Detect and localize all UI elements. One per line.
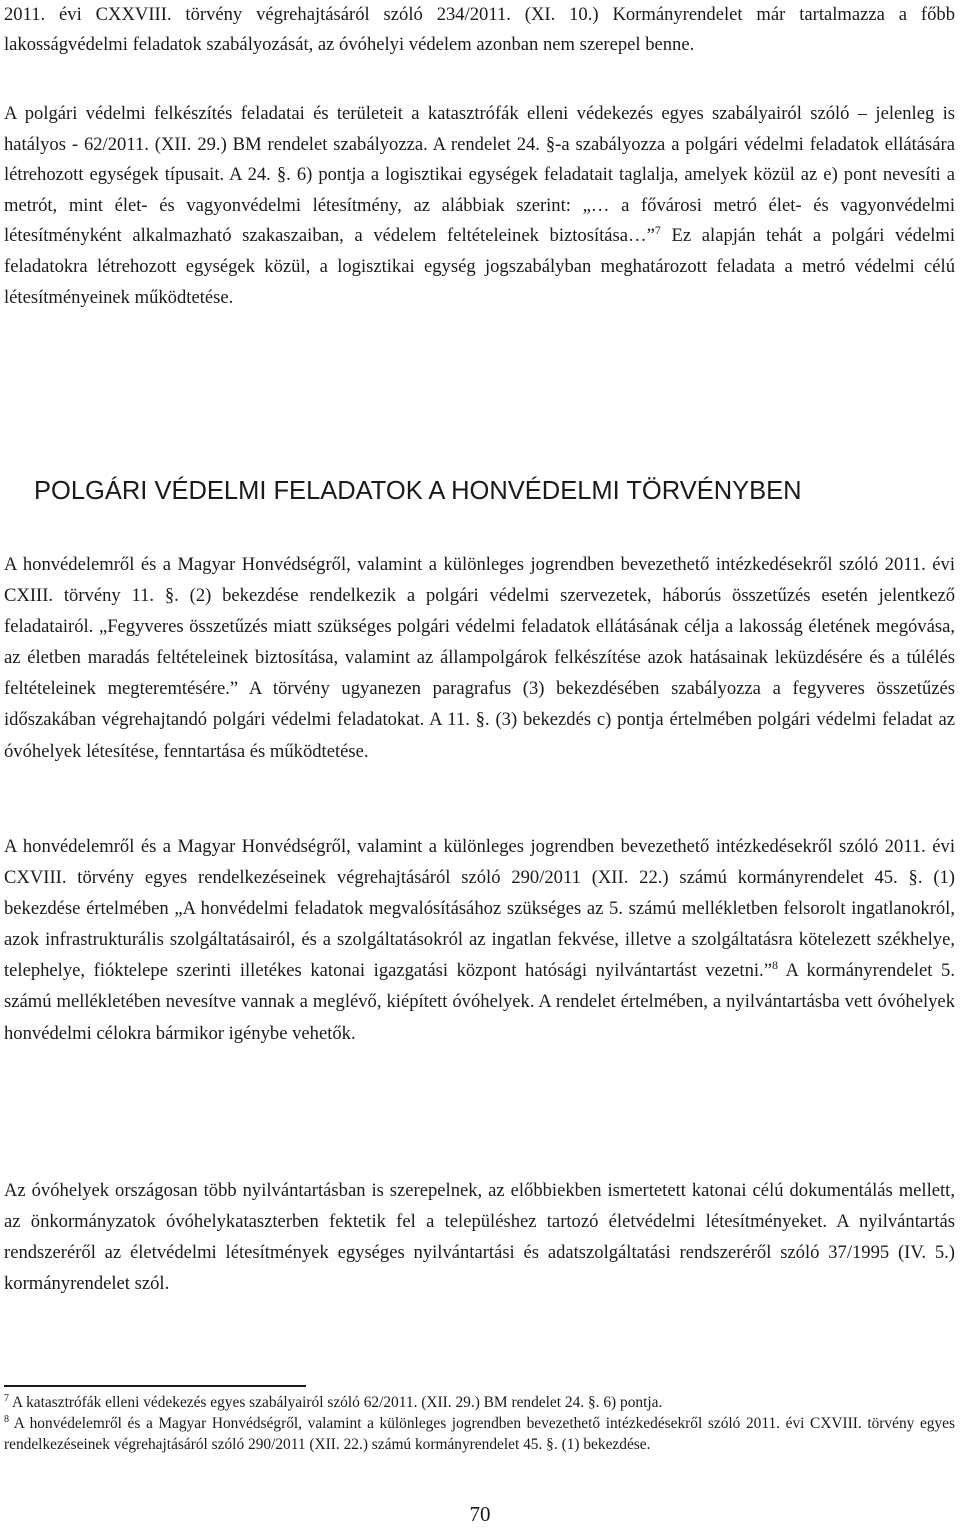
footnote-number: 7 <box>4 1393 9 1404</box>
paragraph-3-text-part-2: A kormányrendelet 5. számú mellékletében nevesítve vannak a meglévő, kiépített óvóhelyek. A rendelet értelmében, a nyilvántartásba vett óvóhelyek honvédelmi célokra bármikor igénybe vehetők. <box>4 960 955 1044</box>
paragraph-defence-act: A honvédelemről és a Magyar Honvédségről, valamint a különleges jogrendben bevezethető intézkedésekről szóló 2011. évi CXIII. törvény 11. §. (2) bekezdése rendelkezik a polgári védelmi szervezetek, háborús összetűzés esetén jelentkező feladatairól. „Fegyveres összetűzés miatt szükséges polgári védelmi feladatok ellátásának célja a lakosság életének megóvása, az életben maradás feltételeinek biztosítása, valamint az állampolgárok felkészítése azok hatásainak leküzdésére és a túlélés feltételeinek megteremtésére.” A törvény ugyanezen paragrafus (3) bekezdésében szabályozza a fegyveres összetűzés időszakában végrehajtandó polgári védelmi feladatokat. A 11. §. (3) bekezdés c) pontja értelmében polgári védelmi feladat az óvóhelyek létesítése, fenntartása és működtetése. <box>4 554 955 762</box>
paragraph-shelter-registry: Az óvóhelyek országosan több nyilvántartásban is szerepelnek, az előbbiekben ismertetett katonai célú dokumentálás mellett, az önkormányzatok óvóhelykataszterben fektetik fel a településhez tartozó életvédelmi létesítményeket. A nyilvántartás rendszeréről az életvédelmi létesítmények egységes nyilvántartási és adatszolgáltatási rendszeréről szóló 37/1995 (IV. 5.) kormányrendelet szól. <box>4 1180 955 1295</box>
paragraph-1-text-part-2: Ez alapján tehát a polgári védelmi feladatokra létrehozott egységek közül, a logisztikai egység jogszabályban meghatározott feladata a metró védelmi célú létesítményeinek működtetése. <box>4 225 956 308</box>
footnote-8 <box>4 1413 955 1455</box>
page-number: 70 <box>469 1502 491 1526</box>
footnote-text: A honvédelemről és a Magyar Honvédségről, valamint a különleges jogrendben bevezethető intézkedésekről szóló 2011. évi CXVIII. törvény egyes rendelkezéseinek végrehajtásáról szóló 290/2011 (XII. 22.) számú kormányrendelet 45. §. (1) bekezdése. <box>4 1415 955 1454</box>
paragraph-3-text-part-1: A honvédelemről és a Magyar Honvédségről, valamint a különleges jogrendben bevezethető intézkedésekről szóló 2011. évi CXVIII. törvény egyes rendelkezéseinek végrehajtásáról szóló 290/2011 (XII. 22.) számú kormányrendelet 45. §. (1) bekezdése értelmében „A honvédelmi feladatok megvalósításához szükséges az 5. számú mellékletben felsorolt ingatlanokról, azok infrastrukturális szolgáltatásairól, és a szolgáltatásokról az ingatlan fekvése, illetve a szolgáltatásra kötelezett székhelye, telephelye, fióktelepe szerinti illetékes katonai igazgatási központ hatósági nyilvántartást vezetni.” <box>4 836 955 982</box>
footnote-reference-7[interactable]: 7 <box>654 223 661 238</box>
footnotes <box>4 1392 955 1456</box>
footnote-7 <box>4 1392 955 1413</box>
footnote-text: A katasztrófák elleni védekezés egyes szabályairól szóló 62/2011. (XII. 29.) BM rendelet 24. §. 6) pontja. <box>9 1394 663 1411</box>
section-heading: POLGÁRI VÉDELMI FELADATOK A HONVÉDELMI TÖRVÉNYBEN <box>34 477 802 505</box>
paragraph-civil-protection-training <box>4 99 955 313</box>
footnote-number: 8 <box>4 1414 9 1426</box>
paragraph-1-text-part-1: A polgári védelmi felkészítés feladatai és területeit a katasztrófák elleni védekezés egyes szabályairól szóló – jelenleg is hatályos - 62/2011. (XII. 29.) BM rendelet szabályozza. A rendelet 24. §-a szabályozza a polgári védelmi feladatok ellátására létrehozott egységek típusait. A 24. §. 6) pontja a logisztikai egységek feladatait taglalja, amelyek közül az e) pont nevesíti a metrót, mint élet- és vagyonvédelmi létesítmény, az alábbiak szerint: „… a fővárosi metró élet- és vagyonvédelmi létesítményként alkalmazható szakaszaiban, a védelem feltételeinek biztosítása…” <box>4 103 955 247</box>
intro-paragraph: 2011. évi CXXVIII. törvény végrehajtásáról szóló 234/2011. (XI. 10.) Kormányrendelet már tartalmazza a főbb lakosságvédelmi feladatok szabályozását, az óvóhelyi védelem azonban nem szerepel benne. <box>4 4 955 56</box>
footnote-reference-8[interactable]: 8 <box>771 958 778 973</box>
footnote-separator <box>4 1385 306 1387</box>
paragraph-government-decree <box>4 831 955 1049</box>
